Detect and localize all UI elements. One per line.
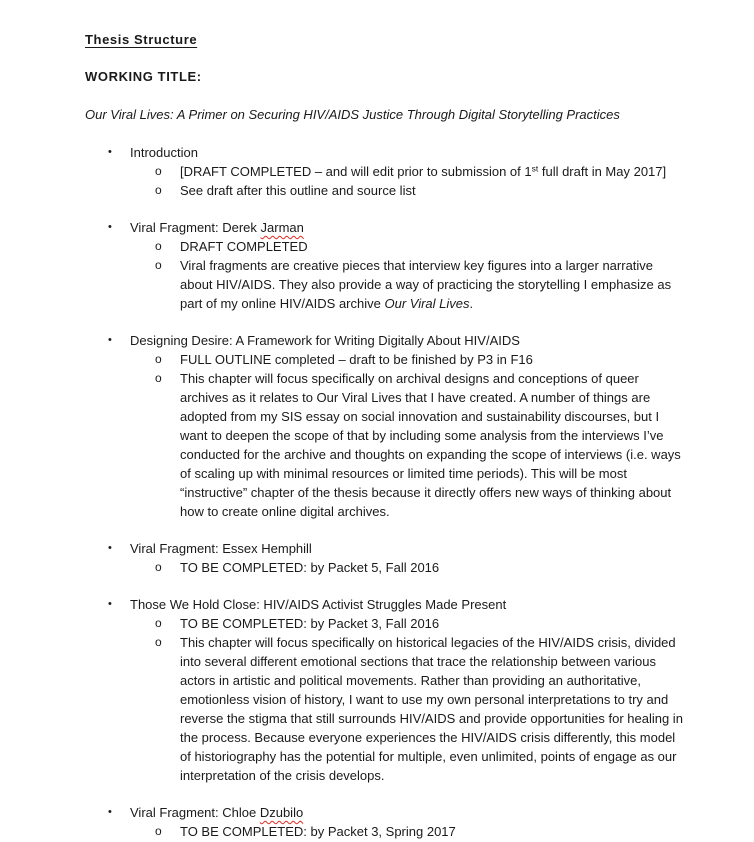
spellcheck-flagged-word: Dzubilo — [259, 805, 304, 820]
text-fragment: Viral Fragment: Derek — [130, 220, 261, 235]
sub-bullet-marker: o — [155, 616, 162, 630]
sub-item-text: TO BE COMPLETED: by Packet 5, Fall 2016 — [180, 560, 440, 575]
sub-bullet-line — [155, 614, 684, 633]
sub-bullet-line — [155, 162, 684, 181]
sub-item-text: This chapter will focus specifically on historical legacies of the HIV/AIDS crisis, divided into several different emotional sections that trace the relationship between various actors in artistic and political movements. Rather than providing an authoritative, emotionless vision of history, I want to use my own personal interpretations to try and reverse the stigma that still surrounds HIV/AIDS and provide opportunities for healing in the process. Because everyone experiences the HIV/AIDS crisis differently, this model of historiography has the potential for multiple, even unlimited, points of engage as our interpretation of the crisis develops. — [180, 635, 683, 783]
sub-bullet-marker: o — [155, 560, 162, 574]
text-fragment: . — [469, 296, 474, 311]
italic-title-mention: Our Viral Lives — [384, 296, 470, 311]
bullet-marker: • — [108, 221, 112, 233]
outline-item-chloe-dzubilo — [85, 803, 684, 841]
sub-bullet-line — [155, 181, 684, 200]
sub-bullet-line — [155, 256, 684, 313]
sub-bullet-line — [155, 369, 684, 521]
sub-item-text: TO BE COMPLETED: by Packet 3, Fall 2016 — [180, 616, 440, 631]
sub-bullet-line — [155, 633, 684, 785]
sub-item-text — [180, 256, 684, 313]
sub-item-text: FULL OUTLINE completed – draft to be finished by P3 in F16 — [180, 352, 533, 367]
outline-item-title: Designing Desire: A Framework for Writing Digitally About HIV/AIDS — [130, 333, 520, 348]
thesis-title: Our Viral Lives: A Primer on Securing HIV/AIDS Justice Through Digital Storytelling Practices — [85, 107, 620, 122]
outline-item-title: Viral Fragment: Essex Hemphill — [130, 541, 312, 556]
sub-item-text: See draft after this outline and source list — [180, 183, 416, 198]
working-title-label: WORKING TITLE: — [85, 69, 202, 84]
outline-item-introduction — [85, 143, 684, 200]
text-fragment: [DRAFT COMPLETED – and will edit prior to submission of 1 — [180, 164, 532, 179]
sub-bullet-marker: o — [155, 352, 162, 366]
document-heading: Thesis Structure — [85, 32, 198, 47]
bullet-line — [85, 143, 684, 162]
bullet-line — [85, 803, 684, 822]
sub-bullet-marker: o — [155, 824, 162, 838]
sub-bullet-marker: o — [155, 239, 162, 253]
sub-item-text: DRAFT COMPLETED — [180, 239, 308, 254]
text-fragment: Viral fragments are creative pieces that interview key figures into a larger narrative about HIV/AIDS. They also provide a way of practicing the storytelling I emphasize as part of my online HIV/AIDS archive — [180, 258, 672, 311]
outline-item-title: Introduction — [130, 145, 198, 160]
text-fragment: Viral Fragment: Chloe — [130, 805, 260, 820]
sub-bullet-line — [155, 237, 684, 256]
sub-bullet-marker: o — [155, 183, 162, 197]
sub-item-text: This chapter will focus specifically on archival designs and conceptions of queer archives as it relates to Our Viral Lives that I have created. A number of things are adopted from my SIS essay on social innovation and sustainability discourses, but I want to deepen the scope of that by including some analysis from the interviews I’ve conducted for the archive and thoughts on expanding the scope of interviews (i.e. ways of scaling up with minimal resources or limited time periods). This will be most “instructive” chapter of the thesis because it directly offers new ways of thinking about how to create online digital archives. — [180, 371, 681, 519]
bullet-line — [85, 539, 684, 558]
sub-item-text — [180, 162, 684, 181]
sub-bullet-line — [155, 558, 684, 577]
outline-item-designing-desire — [85, 331, 684, 521]
sub-bullet-marker: o — [155, 635, 162, 649]
bullet-marker: • — [108, 598, 112, 610]
superscript-ordinal: st — [531, 163, 539, 174]
outline-item-title — [130, 803, 670, 822]
spellcheck-flagged-word: Jarman — [260, 220, 304, 235]
outline-item-essex-hemphill — [85, 539, 684, 577]
sub-bullet-line — [155, 822, 684, 841]
bullet-marker: • — [108, 806, 112, 818]
outline-item-those-we-hold-close — [85, 595, 684, 785]
outline-item-title: Those We Hold Close: HIV/AIDS Activist Struggles Made Present — [130, 597, 507, 612]
sub-bullet-marker: o — [155, 164, 162, 178]
sub-item-text: TO BE COMPLETED: by Packet 3, Spring 2017 — [180, 824, 456, 839]
bullet-marker: • — [108, 542, 112, 554]
sub-bullet-marker: o — [155, 258, 162, 272]
outline-item-title — [130, 218, 670, 237]
bullet-line — [85, 331, 684, 350]
bullet-marker: • — [108, 146, 112, 158]
bullet-marker: • — [108, 334, 112, 346]
bullet-line — [85, 595, 684, 614]
sub-bullet-marker: o — [155, 371, 162, 385]
outline-item-derek-jarman — [85, 218, 684, 313]
text-fragment: full draft in May 2017] — [538, 164, 667, 179]
bullet-line — [85, 218, 684, 237]
sub-bullet-line — [155, 350, 684, 369]
